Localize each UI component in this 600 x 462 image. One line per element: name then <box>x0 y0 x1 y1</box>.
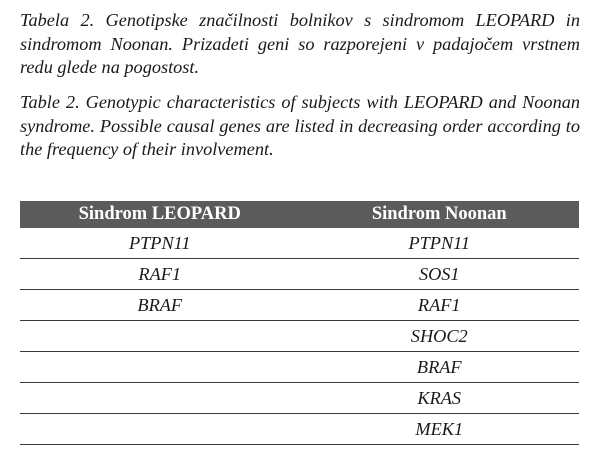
cell-leopard <box>20 383 300 414</box>
table-row <box>20 228 579 259</box>
table-row <box>20 414 579 445</box>
cell-leopard: PTPN11 <box>20 228 300 259</box>
table-header-row <box>20 201 579 228</box>
genotype-table <box>20 201 579 445</box>
cell-leopard <box>20 414 300 445</box>
cell-leopard <box>20 321 300 352</box>
cell-leopard <box>20 352 300 383</box>
cell-noonan: PTPN11 <box>300 228 580 259</box>
header-leopard: Sindrom LEOPARD <box>20 201 300 228</box>
cell-noonan: BRAF <box>300 352 580 383</box>
table-row <box>20 352 579 383</box>
table-row <box>20 259 579 290</box>
cell-leopard: RAF1 <box>20 259 300 290</box>
cell-noonan: SHOC2 <box>300 321 580 352</box>
header-noonan: Sindrom Noonan <box>300 201 580 228</box>
cell-noonan: KRAS <box>300 383 580 414</box>
caption-slovene: Tabela 2. Genotipske značilnosti bolnikov s sindromom LEOPARD in sindromom Noonan. Prizadeti geni so razporejeni v padajočem vrstnem redu glede na pogostost. <box>20 10 580 77</box>
table-row <box>20 321 579 352</box>
cell-noonan: RAF1 <box>300 290 580 321</box>
cell-leopard: BRAF <box>20 290 300 321</box>
table-row <box>20 383 579 414</box>
table-row <box>20 290 579 321</box>
cell-noonan: SOS1 <box>300 259 580 290</box>
caption-english: Table 2. Genotypic characteristics of subjects with LEOPARD and Noonan syndrome. Possible causal genes are listed in decreasing order according to the frequency of their involvement. <box>20 92 580 159</box>
cell-noonan: MEK1 <box>300 414 580 445</box>
